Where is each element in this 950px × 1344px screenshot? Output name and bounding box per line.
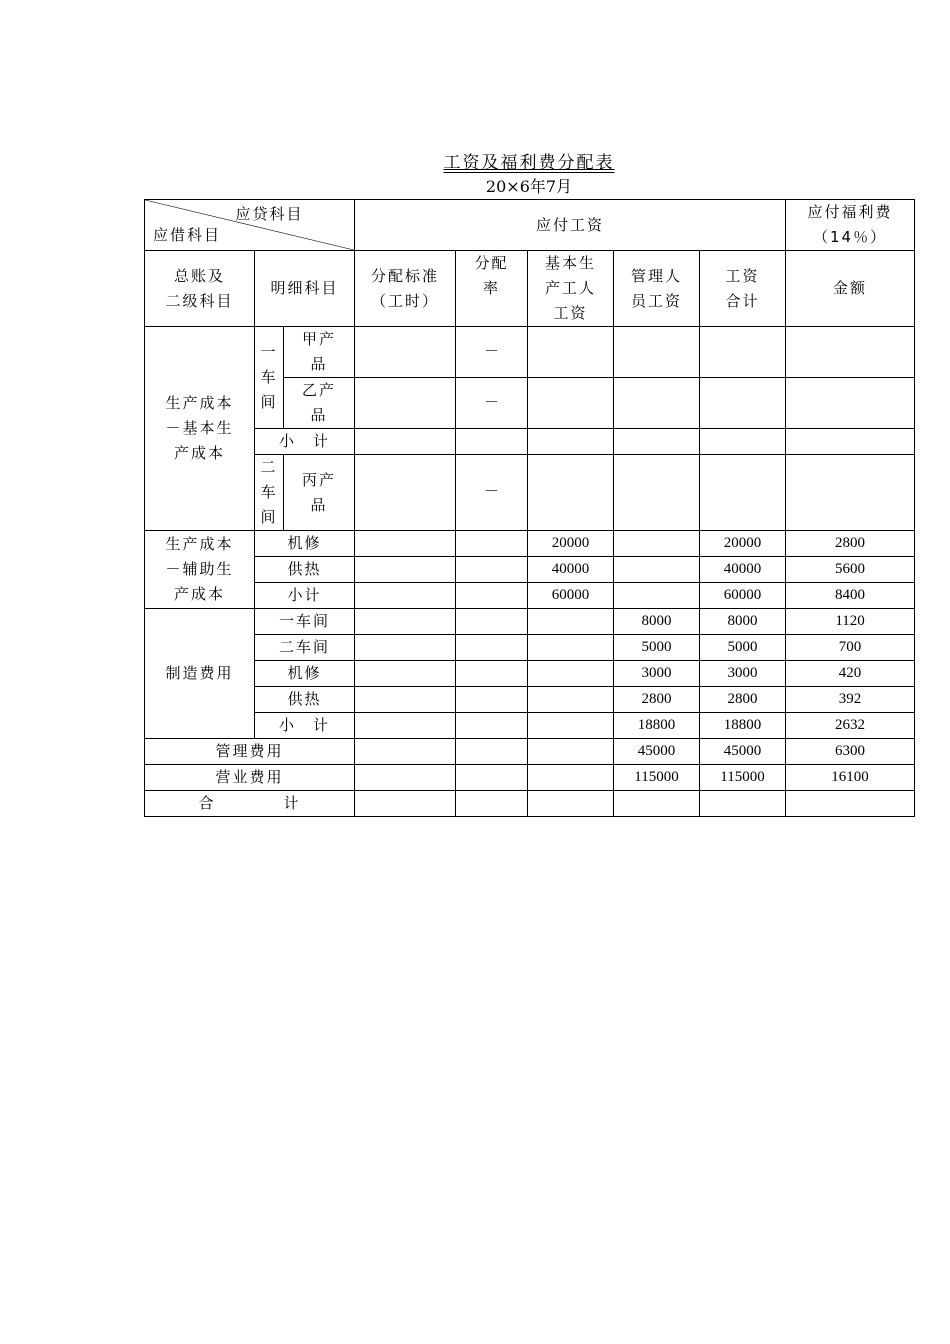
management-wages-value: 8000 bbox=[614, 609, 700, 635]
management-wages-value bbox=[614, 531, 700, 557]
amount-header: 金额 bbox=[786, 251, 915, 327]
welfare-amount-value: 2800 bbox=[786, 531, 915, 557]
management-wages-value: 18800 bbox=[614, 713, 700, 739]
table-cell bbox=[700, 429, 786, 455]
wages-total-value: 3000 bbox=[700, 661, 786, 687]
rate-dash: － bbox=[456, 327, 528, 378]
wages-total-value: 8000 bbox=[700, 609, 786, 635]
grand-total-label: 合 计 bbox=[145, 791, 355, 817]
table-cell bbox=[614, 455, 700, 531]
mfg-row-name: 小 计 bbox=[255, 713, 355, 739]
table-cell bbox=[355, 661, 456, 687]
table-cell bbox=[355, 531, 456, 557]
table-cell bbox=[456, 687, 528, 713]
table-cell bbox=[528, 661, 614, 687]
table-cell bbox=[456, 765, 528, 791]
general-account-header: 总账及 二级科目 bbox=[145, 251, 255, 327]
welfare-amount-value: 16100 bbox=[786, 765, 915, 791]
table-cell bbox=[786, 791, 915, 817]
table-cell bbox=[456, 739, 528, 765]
welfare-amount-value: 5600 bbox=[786, 557, 915, 583]
document-title: 工资及福利费分配表 bbox=[443, 153, 615, 173]
product-c-label: 丙产 品 bbox=[284, 455, 355, 531]
workshop-2-label: 二 车 间 bbox=[255, 455, 284, 531]
production-wages-value: 20000 bbox=[528, 531, 614, 557]
table-cell bbox=[528, 455, 614, 531]
management-wages-value bbox=[614, 583, 700, 609]
production-wages-value: 60000 bbox=[528, 583, 614, 609]
production-wages-value: 40000 bbox=[528, 557, 614, 583]
management-wages-header: 管理人 员工资 bbox=[614, 251, 700, 327]
table-cell bbox=[528, 687, 614, 713]
table-cell bbox=[355, 687, 456, 713]
mfg-row-name: 机修 bbox=[255, 661, 355, 687]
wages-total-value: 2800 bbox=[700, 687, 786, 713]
aux-row-name: 供热 bbox=[255, 557, 355, 583]
table-cell bbox=[456, 557, 528, 583]
table-cell bbox=[528, 635, 614, 661]
wages-total-value: 20000 bbox=[700, 531, 786, 557]
basic-subtotal-label: 小 计 bbox=[255, 429, 355, 455]
basic-production-group: 生产成本 －基本生 产成本 bbox=[145, 327, 255, 531]
welfare-amount-value: 6300 bbox=[786, 739, 915, 765]
rate-dash: － bbox=[456, 378, 528, 429]
table-cell bbox=[355, 429, 456, 455]
allocation-rate-header: 分配 率 bbox=[456, 251, 528, 327]
management-wages-value: 3000 bbox=[614, 661, 700, 687]
wages-total-value: 5000 bbox=[700, 635, 786, 661]
management-wages-value: 45000 bbox=[614, 739, 700, 765]
table-cell bbox=[700, 455, 786, 531]
product-a-label: 甲产 品 bbox=[284, 327, 355, 378]
allocation-basis-header: 分配标准 （工时） bbox=[355, 251, 456, 327]
table-cell bbox=[355, 327, 456, 378]
table-cell bbox=[614, 378, 700, 429]
wages-total-value: 18800 bbox=[700, 713, 786, 739]
table-cell bbox=[528, 739, 614, 765]
welfare-amount-value: 2632 bbox=[786, 713, 915, 739]
table-cell bbox=[528, 713, 614, 739]
table-cell bbox=[700, 327, 786, 378]
wages-total-value: 40000 bbox=[700, 557, 786, 583]
table-cell bbox=[700, 378, 786, 429]
mfg-row-name: 供热 bbox=[255, 687, 355, 713]
selling-expense-label: 营业费用 bbox=[145, 765, 355, 791]
table-cell bbox=[614, 791, 700, 817]
detail-account-header: 明细科目 bbox=[255, 251, 355, 327]
table-cell bbox=[528, 609, 614, 635]
document-date: 20×6年7月 bbox=[485, 177, 573, 196]
wages-total-value: 45000 bbox=[700, 739, 786, 765]
mfg-row-name: 二车间 bbox=[255, 635, 355, 661]
table-cell bbox=[786, 327, 915, 378]
debit-account-label: 应借科目 bbox=[153, 226, 222, 244]
management-wages-value bbox=[614, 557, 700, 583]
table-cell bbox=[355, 609, 456, 635]
credit-account-label: 应贷科目 bbox=[235, 205, 304, 223]
table-cell bbox=[786, 455, 915, 531]
welfare-amount-value: 700 bbox=[786, 635, 915, 661]
welfare-amount-value: 1120 bbox=[786, 609, 915, 635]
table-cell bbox=[786, 378, 915, 429]
table-cell bbox=[528, 378, 614, 429]
table-cell bbox=[355, 635, 456, 661]
table-cell bbox=[355, 455, 456, 531]
table-cell bbox=[528, 429, 614, 455]
manufacturing-overhead-group: 制造费用 bbox=[145, 609, 255, 739]
welfare-amount-value: 8400 bbox=[786, 583, 915, 609]
table-cell bbox=[614, 429, 700, 455]
table-cell bbox=[355, 765, 456, 791]
mfg-row-name: 一车间 bbox=[255, 609, 355, 635]
management-wages-value: 115000 bbox=[614, 765, 700, 791]
table-cell bbox=[528, 327, 614, 378]
table-cell bbox=[786, 429, 915, 455]
table-cell bbox=[355, 583, 456, 609]
wages-total-value: 60000 bbox=[700, 583, 786, 609]
table-cell bbox=[528, 791, 614, 817]
welfare-payable-header: 应付福利费 （14％） bbox=[786, 200, 915, 251]
management-wages-value: 5000 bbox=[614, 635, 700, 661]
admin-expense-label: 管理费用 bbox=[145, 739, 355, 765]
product-b-label: 乙产 品 bbox=[284, 378, 355, 429]
table-cell bbox=[700, 791, 786, 817]
table-cell bbox=[355, 378, 456, 429]
table-cell bbox=[456, 429, 528, 455]
welfare-amount-value: 392 bbox=[786, 687, 915, 713]
wages-total-value: 115000 bbox=[700, 765, 786, 791]
table-cell bbox=[456, 791, 528, 817]
table-cell bbox=[456, 583, 528, 609]
aux-row-name: 机修 bbox=[255, 531, 355, 557]
table-cell bbox=[456, 609, 528, 635]
table-cell bbox=[614, 327, 700, 378]
table-cell bbox=[456, 531, 528, 557]
welfare-amount-value: 420 bbox=[786, 661, 915, 687]
table-cell bbox=[528, 765, 614, 791]
table-cell bbox=[456, 713, 528, 739]
wages-payable-header: 应付工资 bbox=[355, 200, 786, 251]
table-cell bbox=[355, 739, 456, 765]
table-cell bbox=[456, 661, 528, 687]
table-cell bbox=[355, 713, 456, 739]
allocation-table bbox=[144, 199, 915, 817]
workshop-1-label: 一 车 间 bbox=[255, 327, 284, 429]
management-wages-value: 2800 bbox=[614, 687, 700, 713]
production-wages-header: 基本生 产工人 工资 bbox=[528, 251, 614, 327]
rate-dash: － bbox=[456, 455, 528, 531]
table-cell bbox=[355, 557, 456, 583]
wages-total-header: 工资 合计 bbox=[700, 251, 786, 327]
diagonal-header-cell bbox=[145, 200, 355, 251]
aux-row-name: 小计 bbox=[255, 583, 355, 609]
table-cell bbox=[355, 791, 456, 817]
auxiliary-production-group: 生产成本 －辅助生 产成本 bbox=[145, 531, 255, 609]
table-cell bbox=[456, 635, 528, 661]
